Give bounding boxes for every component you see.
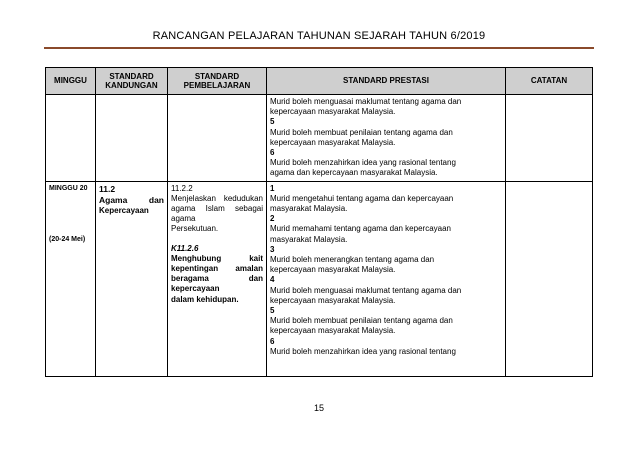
prestasi-line: Murid boleh menguasai maklumat tentang agama dan (270, 285, 462, 295)
week-dates: (20-24 Mei) (49, 235, 86, 243)
prestasi-line: kepercayaan masyarakat Malaysia. (270, 265, 396, 275)
cell-prestasi-continued (267, 95, 506, 182)
prestasi-level: 6 (270, 148, 275, 158)
sk-title-line2: Kepercayaan (99, 205, 149, 215)
prestasi-line: Murid boleh menzahirkan idea yang rasional tentang (270, 158, 456, 168)
header-sp-line2: PEMBELAJARAN (183, 81, 251, 90)
k-text-line: Menghubung kait (171, 253, 263, 263)
table-header-row (46, 68, 593, 95)
sp-text-line: Menjelaskan kedudukan (171, 193, 263, 203)
k-text-line: beragama dan kepercayaan (171, 274, 263, 294)
prestasi-level: 3 (270, 244, 275, 254)
lesson-plan-table (45, 67, 593, 377)
prestasi-line: agama dan kepercayaan masyarakat Malaysia. (270, 168, 438, 178)
prestasi-line: kepercayaan masyarakat Malaysia. (270, 107, 396, 117)
table-row-continued (46, 95, 593, 182)
header-standard-prestasi: STANDARD PRESTASI (267, 68, 506, 95)
prestasi-line: Murid boleh membuat penilaian tentang agama dan (270, 316, 453, 326)
cell-standard-pembelajaran (168, 181, 267, 376)
week-label: MINGGU 20 (49, 184, 88, 192)
sp-text-line: Persekutuan. (171, 224, 219, 234)
prestasi-line: Murid boleh membuat penilaian tentang agama dan (270, 127, 453, 137)
prestasi-level: 1 (270, 183, 275, 193)
prestasi-line: Murid boleh menguasai maklumat tentang agama dan (270, 97, 462, 106)
cell-catatan (506, 181, 593, 376)
prestasi-level: 4 (270, 275, 275, 285)
prestasi-line: kepercayaan masyarakat Malaysia. (270, 326, 396, 336)
title-divider (44, 47, 594, 49)
page-title: RANCANGAN PELAJARAN TAHUNAN SEJARAH TAHUN 6/2019 (152, 30, 486, 42)
k-text-line: dalam kehidupan. (171, 294, 239, 304)
header-minggu: MINGGU (46, 68, 96, 95)
prestasi-line: Murid boleh menzahirkan idea yang rasional tentang (270, 346, 456, 356)
header-catatan: CATATAN (506, 68, 593, 95)
sp-text-line: agama Islam sebagai agama (171, 204, 263, 224)
cell-catatan-empty (506, 95, 593, 182)
cell-standard-prestasi (267, 181, 506, 376)
k-code: K11.2.6 (171, 243, 199, 253)
header-sk-line2: KANDUNGAN (105, 81, 158, 90)
cell-minggu (46, 181, 96, 376)
prestasi-line: Murid mengetahui tentang agama dan kepercayaan (270, 193, 454, 203)
sk-word: Agama (99, 194, 128, 205)
cell-standard-kandungan (96, 181, 168, 376)
prestasi-line: kepercayaan masyarakat Malaysia. (270, 295, 396, 305)
sk-word: dan (148, 194, 164, 205)
prestasi-line: Murid boleh menerangkan tentang agama dan (270, 255, 435, 265)
sp-code: 11.2.2 (171, 183, 193, 193)
header-sp-line1: STANDARD (194, 71, 240, 81)
prestasi-level: 6 (270, 336, 275, 346)
cell-sp-empty (168, 95, 267, 182)
k-text-line: kepentingan amalan (171, 264, 263, 274)
prestasi-line: masyarakat Malaysia. (270, 234, 348, 244)
prestasi-level: 5 (270, 306, 275, 316)
prestasi-line: kepercayaan masyarakat Malaysia. (270, 137, 396, 147)
sk-code: 11.2 (99, 183, 116, 194)
page-number: 15 (313, 403, 324, 413)
cell-sk-empty (96, 95, 168, 182)
header-standard-pembelajaran (168, 68, 267, 95)
prestasi-line: Murid memahami tentang agama dan kepercayaan (270, 224, 451, 234)
sk-title-line1 (99, 195, 164, 206)
header-sk-line1: STANDARD (109, 71, 154, 81)
cell-minggu-empty (46, 95, 96, 182)
prestasi-level: 5 (270, 117, 275, 127)
table-row-minggu-20 (46, 181, 593, 376)
header-standard-kandungan (96, 68, 168, 95)
prestasi-line: masyarakat Malaysia. (270, 204, 348, 214)
prestasi-level: 2 (270, 214, 275, 224)
